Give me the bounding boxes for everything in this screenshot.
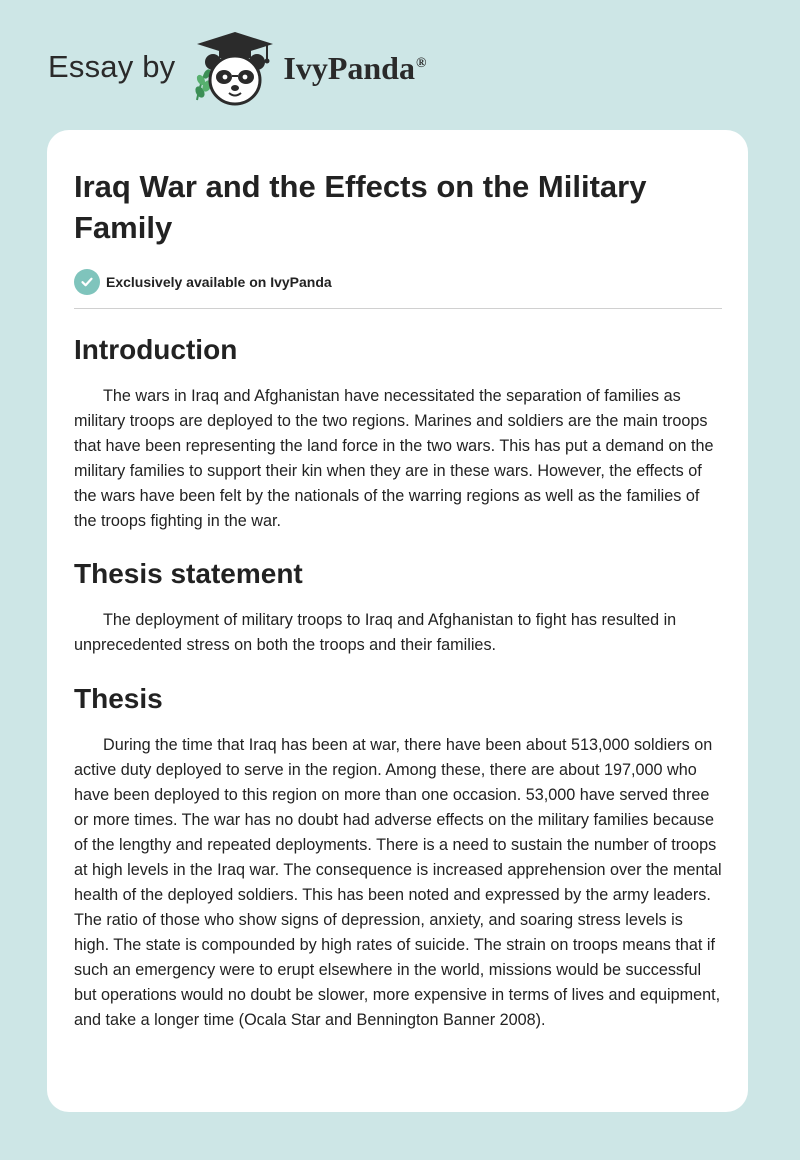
registered-mark: ® — [415, 55, 427, 71]
brand-header — [48, 30, 426, 110]
exclusive-badge-label: Exclusively available on IvyPanda — [106, 274, 332, 290]
brand-name — [283, 50, 426, 87]
section-heading-introduction: Introduction — [74, 334, 238, 365]
check-circle-icon — [74, 269, 100, 295]
panda-logo-icon — [189, 30, 281, 110]
page-title: Iraq War and the Effects on the Military Family — [74, 169, 647, 245]
brand-name-text: IvyPanda — [283, 49, 415, 86]
exclusive-badge — [74, 269, 722, 309]
section-heading-thesis: Thesis — [74, 683, 163, 714]
brand-prefix: Essay by — [48, 49, 176, 84]
section-body-introduction: The wars in Iraq and Afghanistan have necessitated the separation of families as military troops are deployed to the two regions. Marines and soldiers are the main troops that have been representing the land force in the two wars. This has put a demand on the military families to support their kin when they are in these wars. However, the effects of the wars have been felt by the nationals of the warring regions as well as the families of the troops fighting in the war. — [74, 387, 714, 530]
section-body-thesis: During the time that Iraq has been at war, there have been about 513,000 soldiers on active duty deployed to serve in the region. Among these, there are about 197,000 who have been deployed to this region on more than one occasion. 53,000 have served three or more times. The war has no doubt had adverse effects on the military families because of the lengthy and repeated deployments. There is a need to sustain the number of troops at high levels in the Iraq war. The consequence is increased apprehension over the mental health of the deployed soldiers. This has been noted and expressed by the army leaders. The ratio of those who show signs of depression, anxiety, and soaring stress levels is high. The state is compounded by high rates of suicide. The strain on troops means that if such an emergency were to erupt elsewhere in the world, missions would be successful but operations would no doubt be slower, more expensive in terms of lives and equipment, and take a longer time (Ocala Star and Bennington Banner 2008). — [74, 736, 722, 1029]
essay-card — [47, 130, 748, 1112]
section-heading-thesis-statement: Thesis statement — [74, 558, 303, 589]
section-body-thesis-statement: The deployment of military troops to Iraq and Afghanistan to fight has resulted in unprecedented stress on both the troops and their families. — [74, 611, 677, 654]
